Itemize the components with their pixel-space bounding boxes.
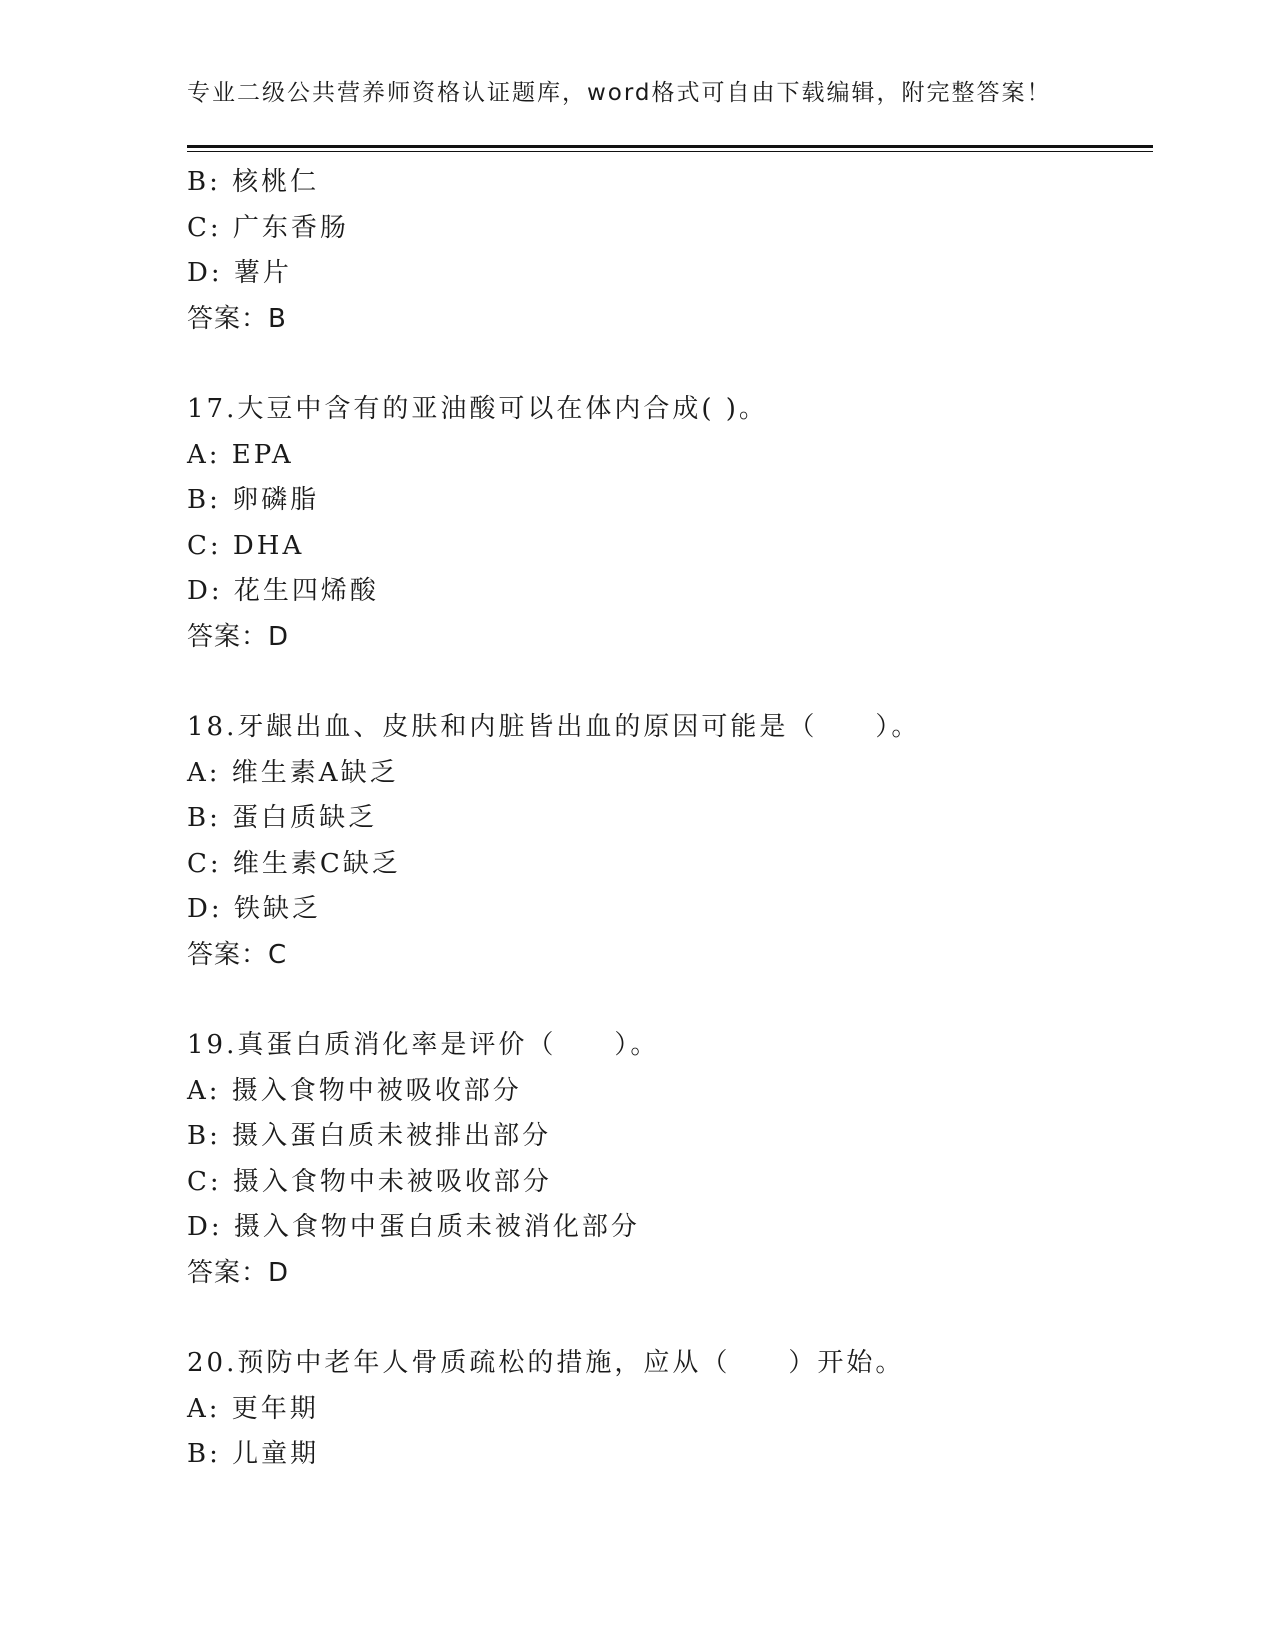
page-header: 专业二级公共营养师资格认证题库，word格式可自由下载编辑，附完整答案！ — [187, 80, 1052, 106]
answer-line: 答案：D — [187, 621, 290, 652]
question-content — [187, 160, 1147, 1478]
option-a: A: 维生素A缺乏 — [187, 757, 399, 788]
option-a: A: 更年期 — [187, 1393, 319, 1424]
option-b: B: 卵磷脂 — [187, 485, 320, 515]
question-stem: 18.牙龈出血、皮肤和内脏皆出血的原因可能是（ ）。 — [187, 712, 921, 742]
option-c: C: 摄入食物中未被吸收部分 — [187, 1166, 552, 1197]
option-b: B: 蛋白质缺乏 — [187, 803, 378, 833]
option-d: D: 铁缺乏 — [187, 894, 321, 924]
header-rule-thick — [187, 145, 1153, 148]
option-a: A: 摄入食物中被吸收部分 — [187, 1075, 522, 1106]
option-d: D: 花生四烯酸 — [187, 576, 379, 606]
option-d: D: 薯片 — [187, 258, 292, 288]
option-c: C: 广东香肠 — [187, 212, 349, 243]
header-rule-thin — [187, 151, 1153, 152]
option-c: C: DHA — [187, 530, 305, 561]
answer-line: 答案：C — [187, 939, 288, 970]
option-b: B: 儿童期 — [187, 1439, 320, 1469]
answer-line: 答案：B — [187, 303, 287, 334]
option-c: C: 维生素C缺乏 — [187, 848, 401, 879]
question-stem: 17.大豆中含有的亚油酸可以在体内合成( )。 — [187, 394, 768, 424]
answer-line: 答案：D — [187, 1257, 290, 1288]
option-b: B: 摄入蛋白质未被排出部分 — [187, 1121, 552, 1151]
option-d: D: 摄入食物中蛋白质未被消化部分 — [187, 1212, 640, 1242]
option-a: A: EPA — [187, 439, 294, 470]
option-b: B: 核桃仁 — [187, 167, 320, 197]
question-stem: 19.真蛋白质消化率是评价（ ）。 — [187, 1030, 660, 1060]
question-stem: 20.预防中老年人骨质疏松的措施，应从（ ）开始。 — [187, 1348, 905, 1378]
